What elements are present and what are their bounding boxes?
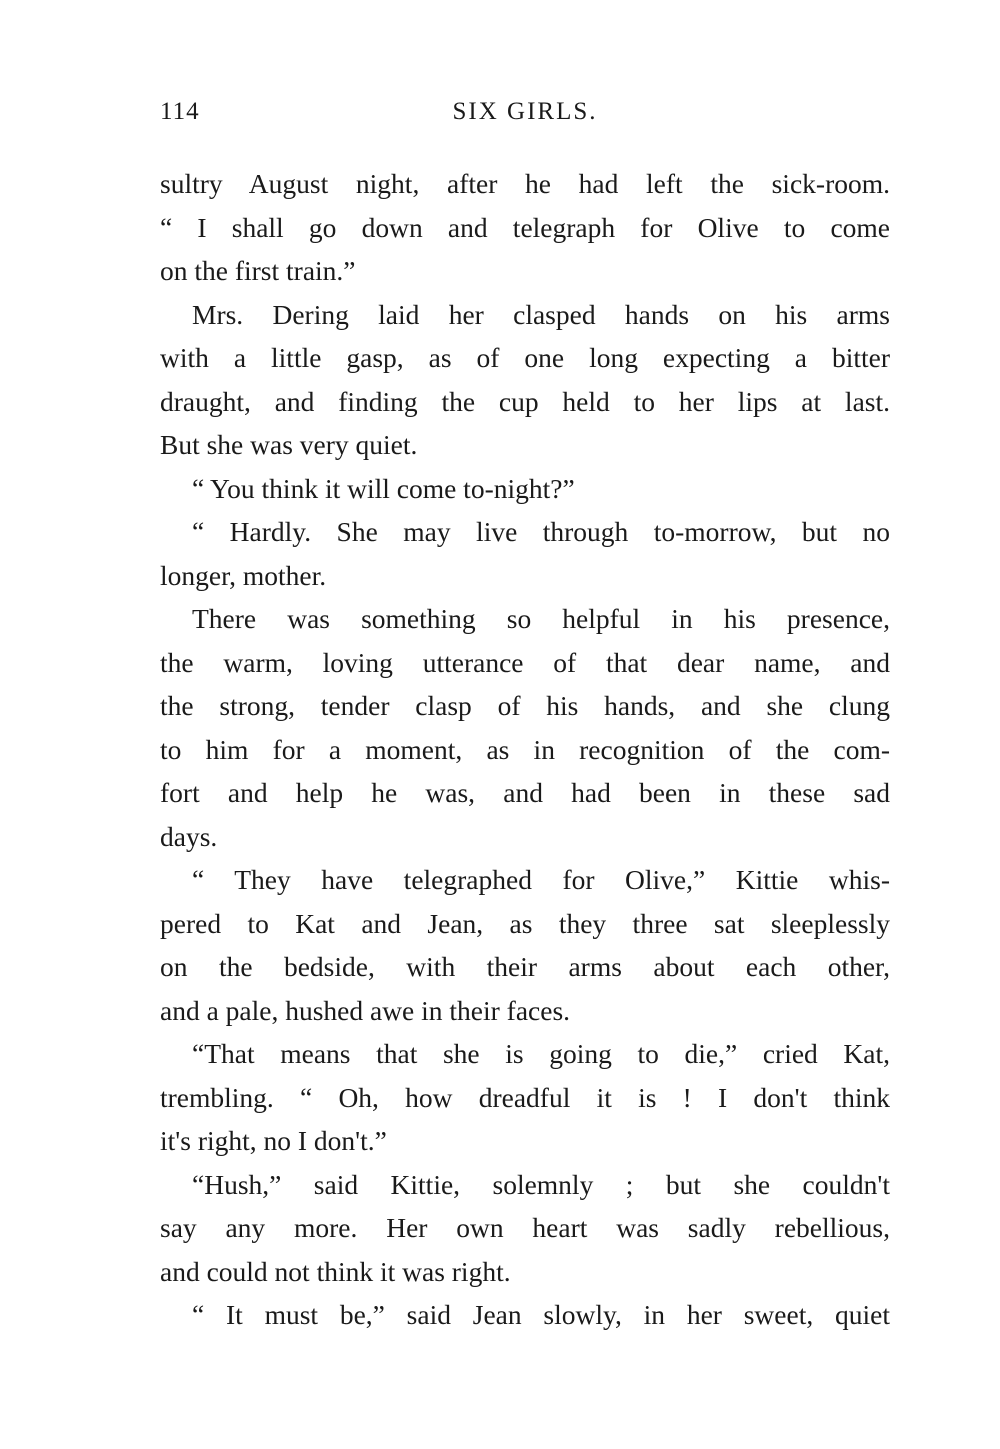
paragraph <box>160 162 890 293</box>
text-line: “ Hardly. She may live through to-morrow, but no <box>192 516 890 547</box>
text-line: trembling. “ Oh, how dreadful it is ! I don't think <box>160 1081 890 1113</box>
paragraph <box>160 858 890 1032</box>
text-line: But she was very quiet. <box>160 429 418 460</box>
text-line: “ It must be,” said Jean slowly, in her sweet, quiet <box>192 1299 890 1330</box>
text-line: “That means that she is going to die,” cried Kat, <box>192 1038 890 1069</box>
paragraph <box>160 1032 890 1163</box>
paragraph <box>160 510 890 597</box>
paragraph <box>160 293 890 467</box>
text-line: the strong, tender clasp of his hands, and she clung <box>160 690 890 721</box>
text-line: There was something so helpful in his presence, <box>192 603 890 634</box>
text-line: days. <box>160 820 218 852</box>
text-line: with a little gasp, as of one long expecting a bitter <box>160 342 890 373</box>
text-line: “ I shall go down and telegraph for Olive to come <box>160 211 890 243</box>
text-line: say any more. Her own heart was sadly rebellious, <box>160 1212 890 1243</box>
page-number: 114 <box>160 98 200 125</box>
text-line: Mrs. Dering laid her clasped hands on his arms <box>192 298 890 330</box>
body-text <box>160 162 890 1337</box>
text-line: sultry August night, after he had left the sick-room. <box>160 168 890 199</box>
page-header <box>160 98 890 138</box>
text-line: the warm, loving utterance of that dear name, and <box>160 646 890 678</box>
text-line: and could not think it was right. <box>160 1255 511 1287</box>
paragraph <box>160 1163 890 1294</box>
text-line: “ They have telegraphed for Olive,” Kittie whis- <box>192 864 890 895</box>
text-line: “Hush,” said Kittie, solemnly ; but she couldn't <box>192 1168 890 1200</box>
paragraph <box>160 1293 890 1337</box>
text-line: on the first train.” <box>160 255 356 286</box>
running-title: SIX GIRLS. <box>452 98 598 125</box>
text-line: draught, and finding the cup held to her lips at last. <box>160 385 890 417</box>
paragraph <box>160 467 890 511</box>
text-line: on the bedside, with their arms about each other, <box>160 951 890 982</box>
text-line: “ You think it will come to-night?” <box>192 472 575 504</box>
text-line: longer, mother. <box>160 559 327 591</box>
text-line: fort and help he was, and had been in these sad <box>160 777 890 808</box>
text-line: it's right, no I don't.” <box>160 1125 387 1156</box>
text-line: to him for a moment, as in recognition of the com- <box>160 733 890 765</box>
text-line: pered to Kat and Jean, as they three sat sleeplessly <box>160 907 890 939</box>
text-line: and a pale, hushed awe in their faces. <box>160 994 571 1026</box>
paragraph <box>160 597 890 858</box>
